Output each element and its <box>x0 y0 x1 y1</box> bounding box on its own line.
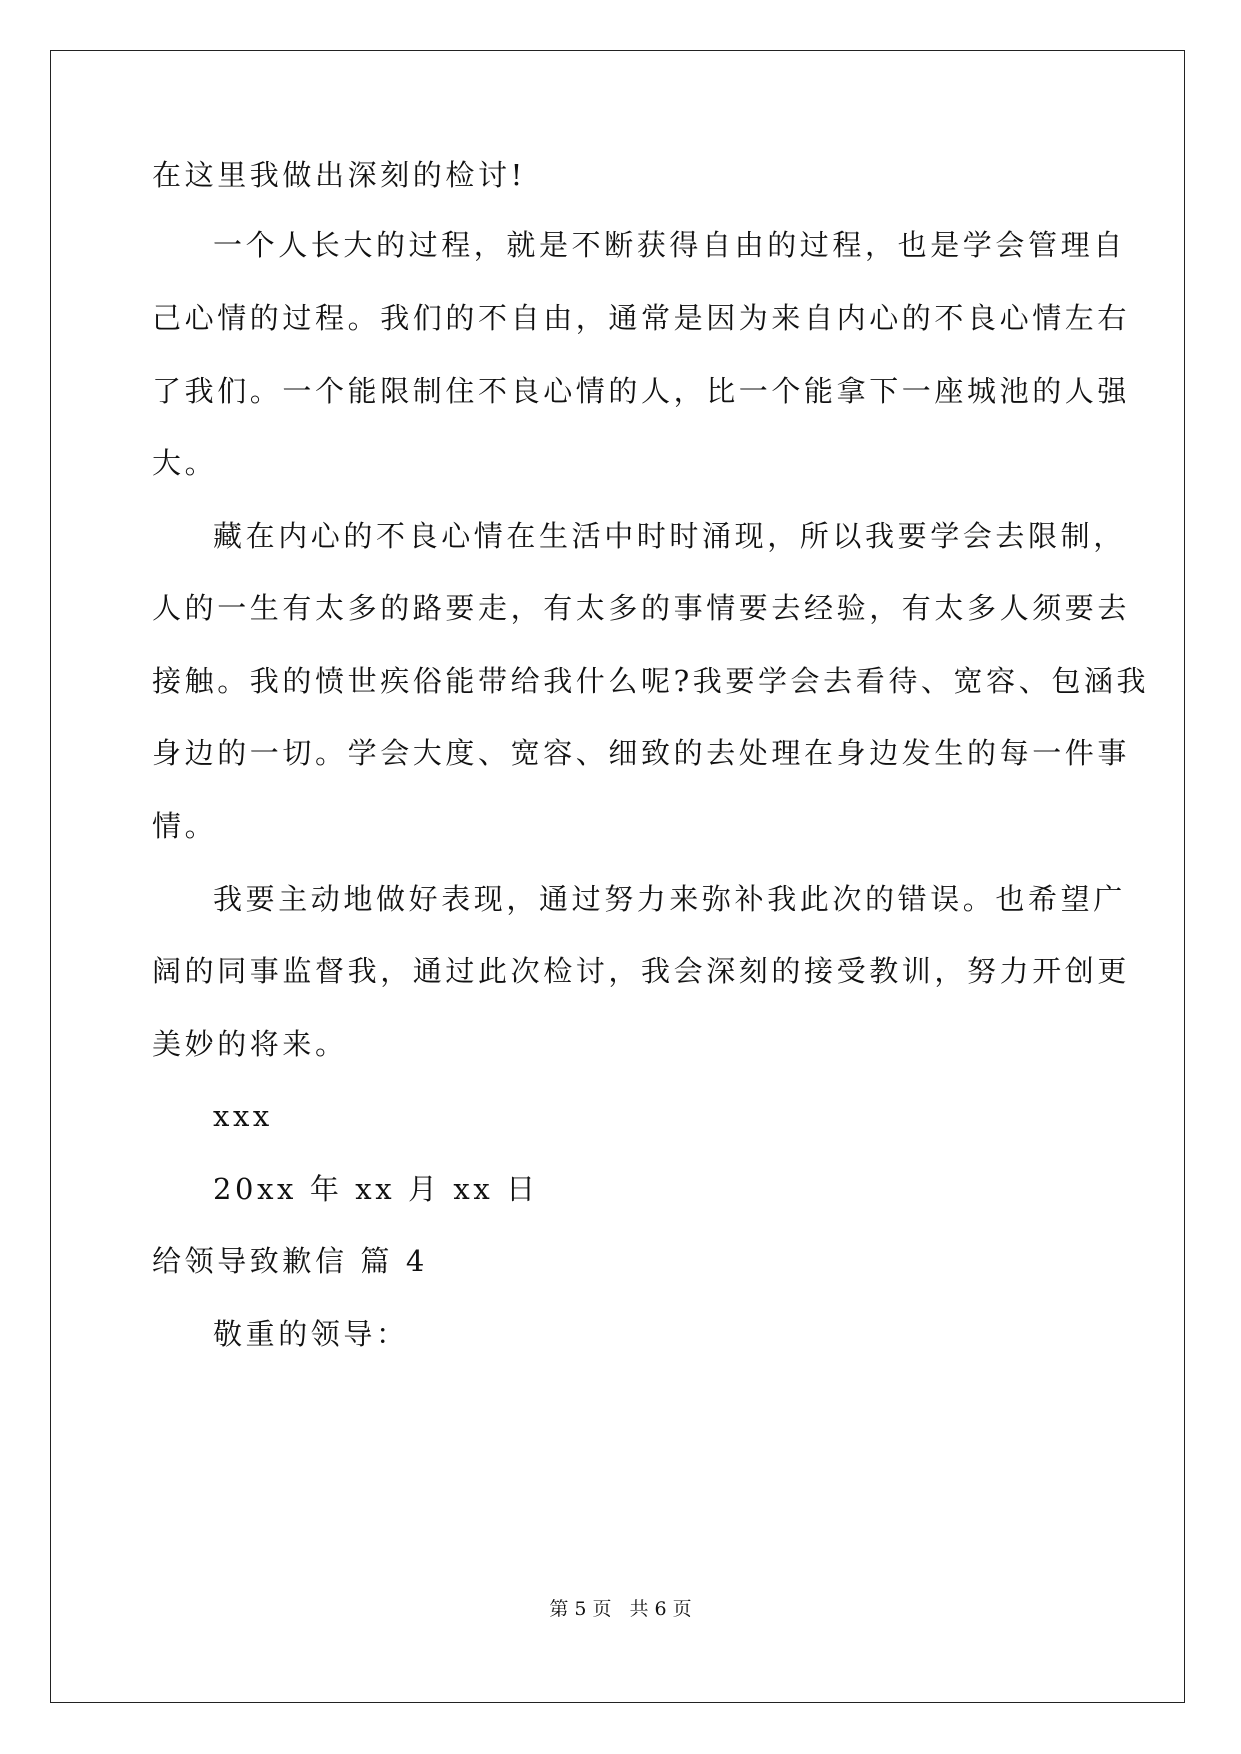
text-line-4: 了我们。一个能限制住不良心情的人，比一个能拿下一座城池的人强 <box>152 374 1131 408</box>
salutation: 敬重的领导： <box>213 1317 409 1351</box>
text-line-6: 藏在内心的不良心情在生活中时时涌现，所以我要学会去限制， <box>213 519 1126 553</box>
text-line-2: 一个人长大的过程，就是不断获得自由的过程，也是学会管理自 <box>213 228 1126 262</box>
page-border <box>50 50 1185 1703</box>
text-line-1: 在这里我做出深刻的检讨! <box>152 158 526 192</box>
text-line-7: 人的一生有太多的路要走，有太多的事情要去经验，有太多人须要去 <box>152 591 1131 625</box>
signature-date: 20xx 年 xx 月 xx 日 <box>213 1172 539 1206</box>
text-line-3: 己心情的过程。我们的不自由，通常是因为来自内心的不良心情左右 <box>152 301 1131 335</box>
signature-name: xxx <box>213 1099 273 1133</box>
text-line-8: 接触。我的愤世疾俗能带给我什么呢?我要学会去看待、宽容、包涵我 <box>152 664 1150 698</box>
section-heading: 给领导致歉信 篇 4 <box>152 1244 428 1278</box>
text-line-9: 身边的一切。学会大度、宽容、细致的去处理在身边发生的每一件事 <box>152 736 1131 770</box>
page-footer <box>0 1597 1241 1621</box>
text-line-13: 美妙的将来。 <box>152 1027 348 1061</box>
text-line-12: 阔的同事监督我，通过此次检讨，我会深刻的接受教训，努力开创更 <box>152 954 1131 988</box>
page-total: 共 6 页 <box>629 1598 692 1620</box>
text-line-5: 大。 <box>152 446 218 480</box>
page-number: 第 5 页 <box>549 1598 612 1620</box>
text-line-10: 情。 <box>152 809 218 843</box>
text-line-11: 我要主动地做好表现，通过努力来弥补我此次的错误。也希望广 <box>213 882 1126 916</box>
